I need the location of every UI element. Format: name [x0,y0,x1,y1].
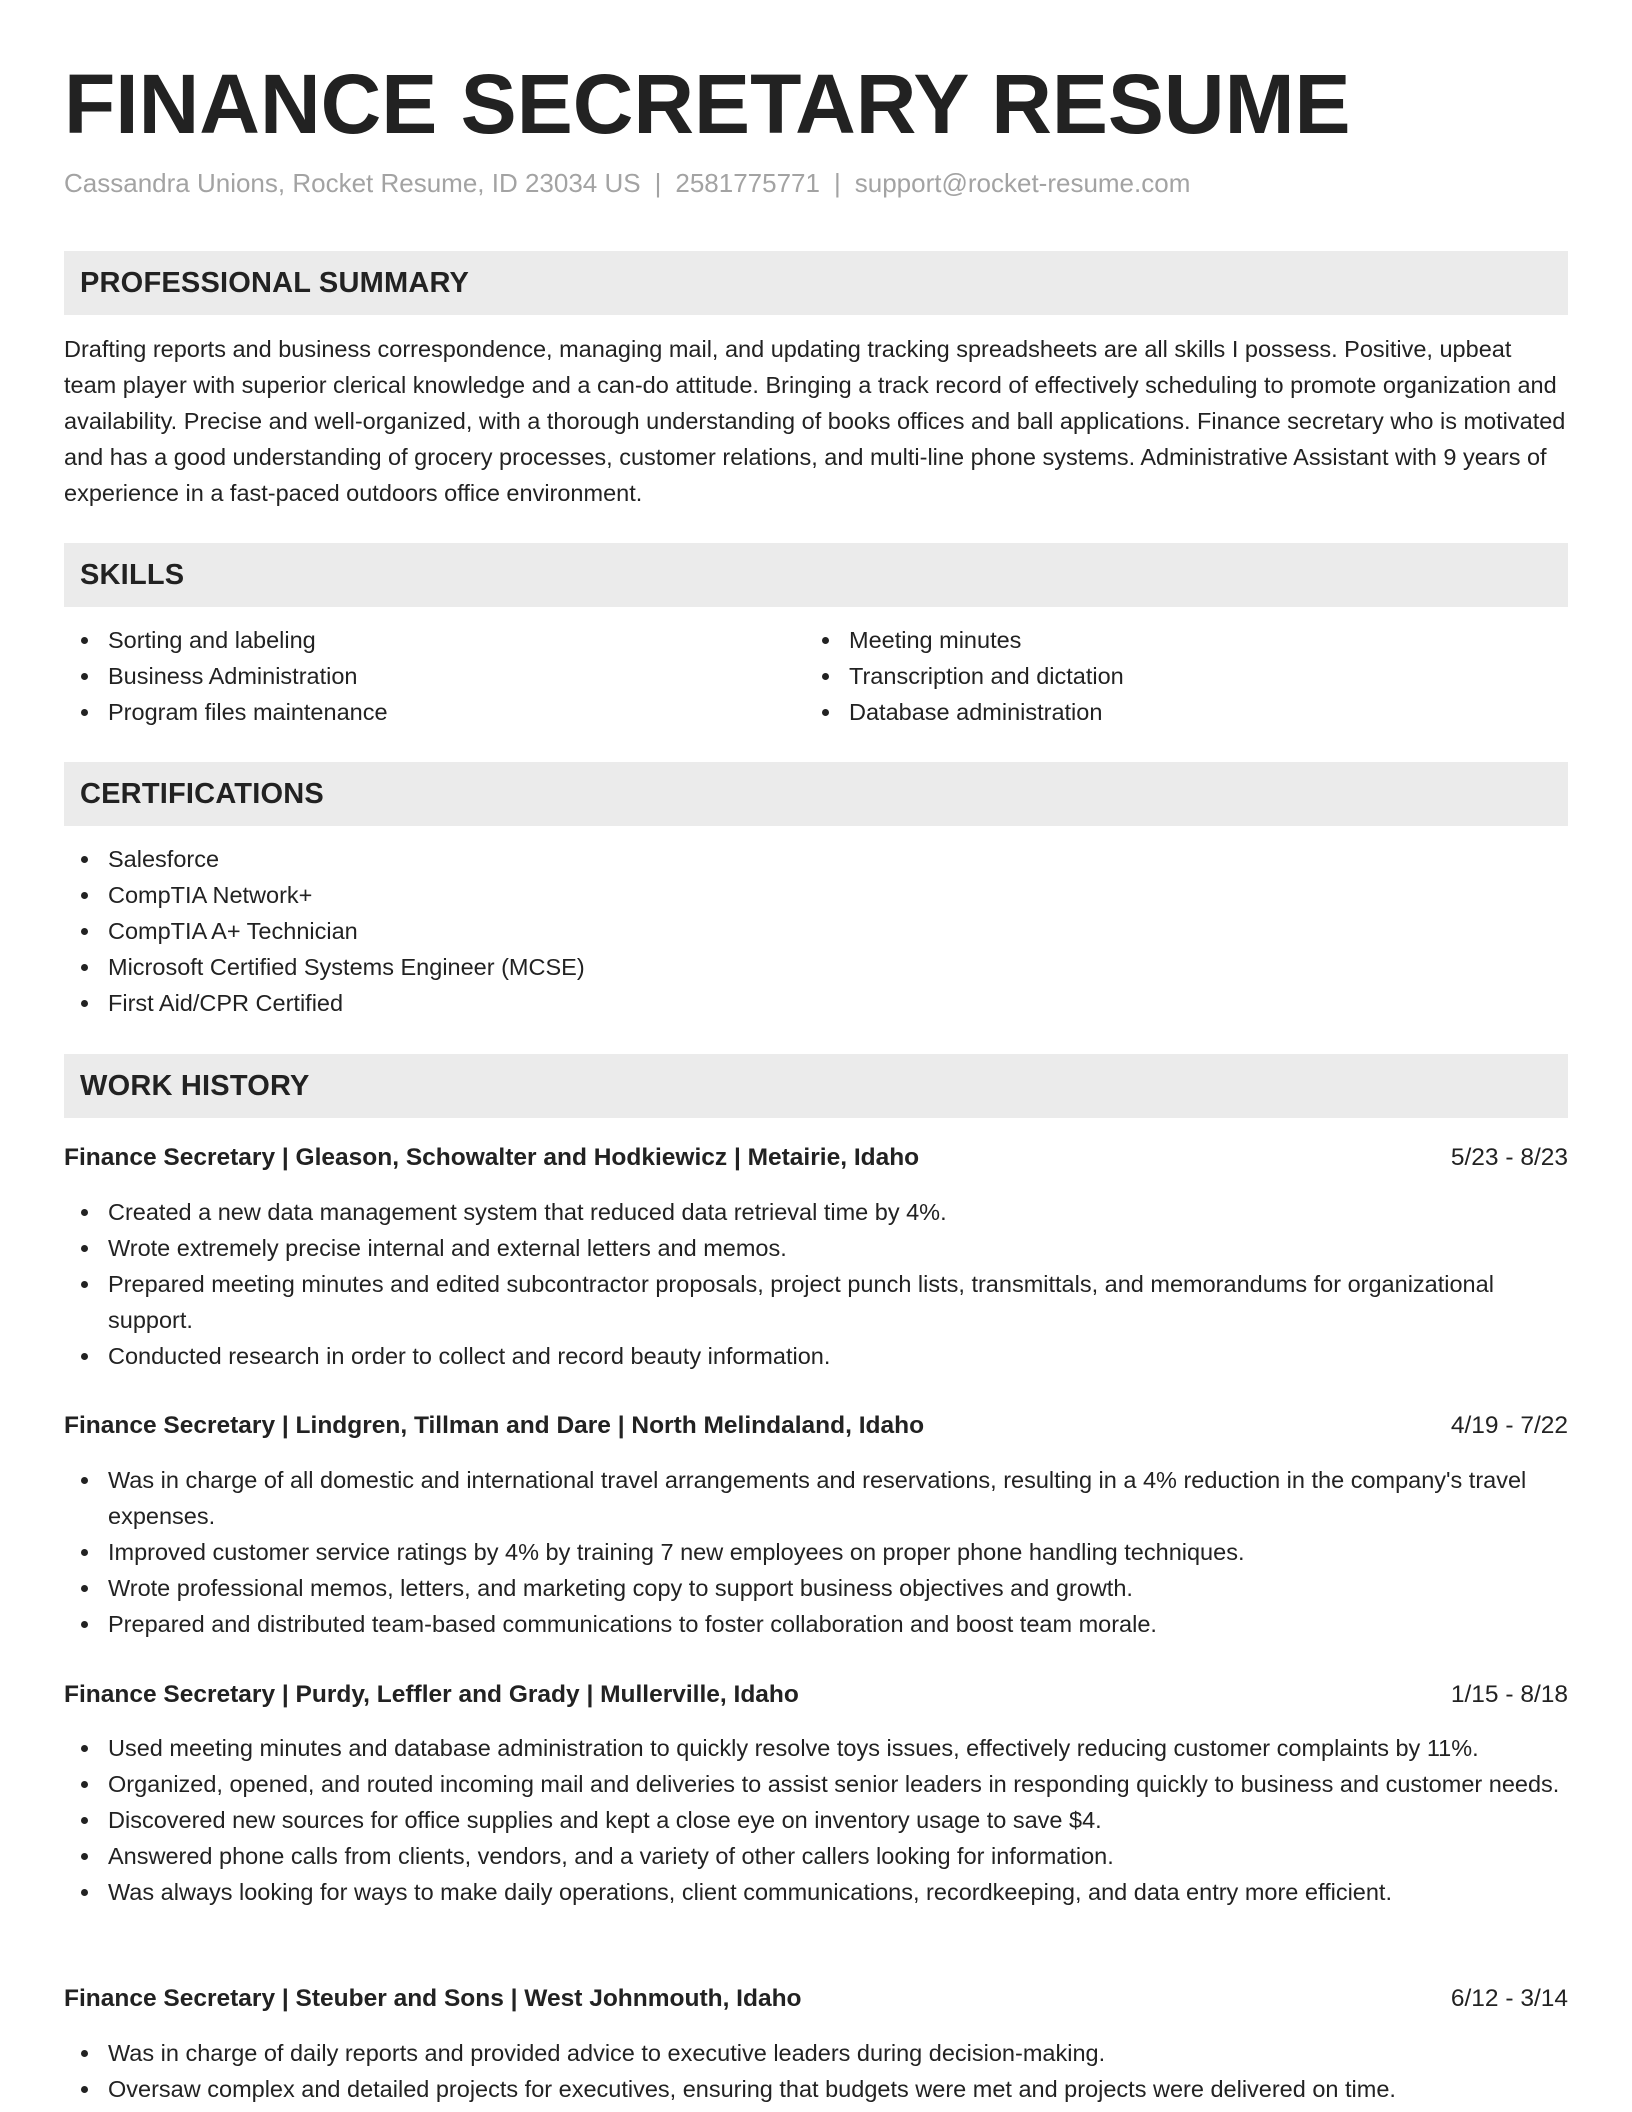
summary-heading: PROFESSIONAL SUMMARY [80,267,470,299]
job-bullet: Was always looking for ways to make daily operations, client communications, recordkeeping, and data entry more efficient. [64,1874,1568,1910]
certification-item: First Aid/CPR Certified [64,985,1568,1021]
job-dates: 5/23 - 8/23 [1450,1144,1568,1171]
job-bullet: Answered phone calls from clients, vendors, and a variety of other callers looking for information. [64,1838,1568,1874]
job-header [64,1677,1568,1713]
contact-separator: | [833,168,841,198]
job-title: Finance Secretary | Gleason, Schowalter and Hodkiewicz | Metairie, Idaho [64,1144,920,1171]
job-bullet: Created a new data management system that reduced data retrieval time by 4%. [64,1194,1568,1230]
job-bullet: Used meeting minutes and database administration to quickly resolve toys issues, effectively reducing customer complaints by 11%. [64,1730,1568,1766]
job-title: Finance Secretary | Lindgren, Tillman and Dare | North Melindaland, Idaho [64,1412,925,1439]
job-title: Finance Secretary | Purdy, Leffler and Grady | Mullerville, Idaho [64,1681,799,1708]
job-dates: 6/12 - 3/14 [1450,1985,1568,2012]
job-dates: 1/15 - 8/18 [1450,1681,1568,1708]
job-bullet: Wrote extremely precise internal and external letters and memos. [64,1230,1568,1266]
skill-item: Program files maintenance [64,694,804,730]
job-bullet: Organized, opened, and routed incoming mail and deliveries to assist senior leaders in responding quickly to business and customer needs. [64,1766,1568,1802]
job-bullet: Discovered new sources for office supplies and kept a close eye on inventory usage to save $4. [64,1802,1568,1838]
contact-phone: 2581775771 [675,168,820,198]
certifications-heading: CERTIFICATIONS [80,778,324,810]
contact-separator: | [654,168,662,198]
job-bullet: Oversaw complex and detailed projects for executives, ensuring that budgets were met and projects were delivered on time. [64,2071,1568,2107]
certification-item: CompTIA A+ Technician [64,913,1568,949]
certifications-section-header [64,762,1568,826]
job-bullet: Conducted research in order to collect and record beauty information. [64,1338,1568,1374]
job-header [64,1140,1568,1176]
skill-item: Transcription and dictation [805,658,1545,694]
skills-list-right [805,622,1545,730]
job-bullet: Was in charge of all domestic and international travel arrangements and reservations, resulting in a 4% reduction in the company's travel expenses. [64,1462,1568,1534]
skill-item: Database administration [805,694,1545,730]
summary-text: Drafting reports and business correspondence, managing mail, and updating tracking spreadsheets are all skills I possess. Positive, upbeat team player with superior clerical knowledge and a can-do attitude. Bringing a track record of effectively scheduling to promote organization and availability. Precise and well-organized, with a thorough understanding of books offices and ball applications. Finance secretary who is motivated and has a good understanding of grocery processes, customer relations, and multi-line phone systems. Administrative Assistant with 9 years of experience in a fast-paced outdoors office environment. [64,336,1566,506]
job-header [64,1981,1568,2017]
job-bullet: Improved customer service ratings by 4% by training 7 new employees on proper phone handling techniques. [64,1534,1568,1570]
contact-email[interactable]: support@rocket-resume.com [854,168,1191,198]
job-bullets [64,1730,1568,1910]
summary-section-header [64,251,1568,315]
job-bullets [64,1194,1568,1374]
skills-heading: SKILLS [80,559,185,591]
resume-title: FINANCE SECRETARY RESUME [64,57,1351,151]
job-bullet: Prepared and distributed team-based communications to foster collaboration and boost team morale. [64,1606,1568,1642]
job-bullet: Prepared meeting minutes and edited subcontractor proposals, project punch lists, transmittals, and memorandums for organizational support. [64,1266,1568,1338]
skills-section-header [64,543,1568,607]
job-header [64,1408,1568,1444]
job-dates: 4/19 - 7/22 [1450,1412,1568,1439]
job-bullet: Wrote professional memos, letters, and marketing copy to support business objectives and growth. [64,1570,1568,1606]
certification-item: CompTIA Network+ [64,877,1568,913]
job-bullet: Was in charge of daily reports and provided advice to executive leaders during decision-making. [64,2035,1568,2071]
skills-list-left [64,622,804,730]
skill-item: Business Administration [64,658,804,694]
job-title: Finance Secretary | Steuber and Sons | West Johnmouth, Idaho [64,1985,802,2012]
skill-item: Meeting minutes [805,622,1545,658]
job-bullets [64,2035,1568,2107]
contact-line [64,166,1190,200]
certification-item: Salesforce [64,841,1568,877]
skill-item: Sorting and labeling [64,622,804,658]
certification-item: Microsoft Certified Systems Engineer (MCSE) [64,949,1568,985]
contact-address: Cassandra Unions, Rocket Resume, ID 23034 US [64,168,641,198]
certifications-list [64,841,1568,1021]
job-bullets [64,1462,1568,1642]
work-heading: WORK HISTORY [80,1070,310,1102]
work-section-header [64,1054,1568,1118]
